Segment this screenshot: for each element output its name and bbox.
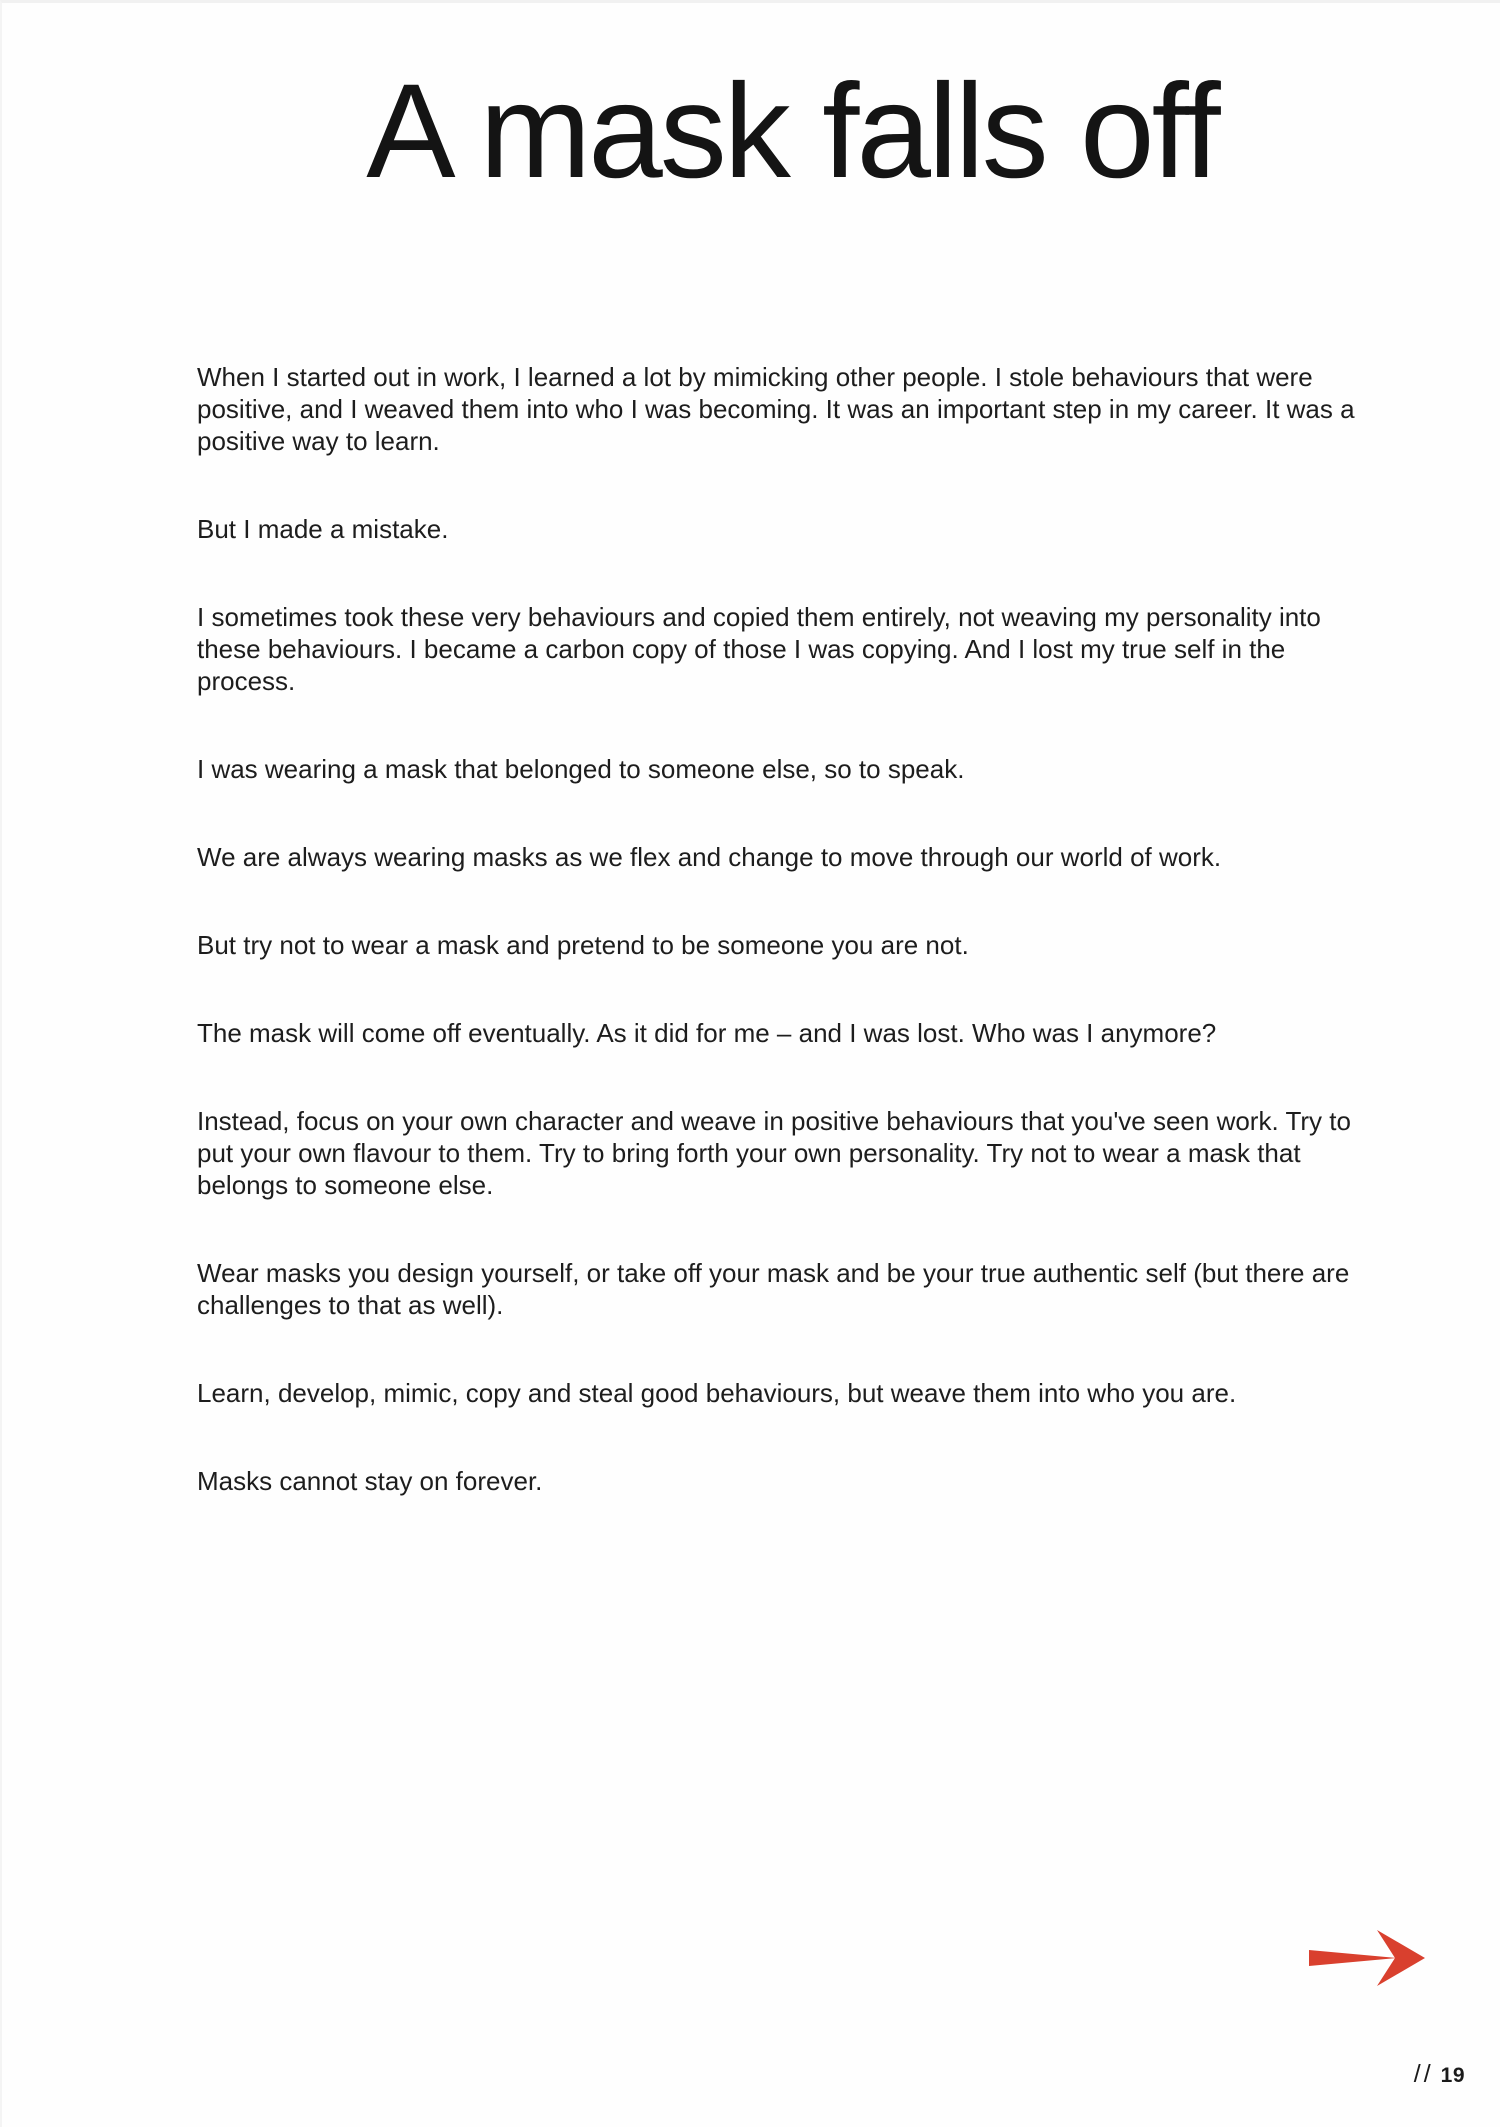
page-number-value: 19 [1440, 2064, 1465, 2087]
body-paragraph: Learn, develop, mimic, copy and steal good behaviours, but weave them into who you are. [197, 1378, 1237, 1409]
body-paragraph: The mask will come off eventually. As it did for me – and I was lost. Who was I anymore? [197, 1018, 1217, 1049]
body-paragraph: I sometimes took these very behaviours and copied them entirely, not weaving my personality into these behaviours. I became a carbon copy of those I was copying. And I lost my true self in the process. [197, 602, 1321, 697]
body-paragraph: Masks cannot stay on forever. [197, 1466, 543, 1497]
page-number-slashes: // [1413, 2060, 1434, 2088]
page-number [1414, 2061, 1465, 2089]
body-paragraph: But I made a mistake. [197, 514, 449, 545]
page-title: A mask falls off [366, 57, 1218, 206]
body-paragraph: But try not to wear a mask and pretend to be someone you are not. [197, 930, 969, 961]
body-paragraph: I was wearing a mask that belonged to someone else, so to speak. [197, 754, 965, 785]
next-page-arrow-icon [1309, 1930, 1425, 1986]
body-paragraph: We are always wearing masks as we flex and change to move through our world of work. [197, 842, 1222, 873]
body-paragraph: Instead, focus on your own character and weave in positive behaviours that you've seen work. Try to put your own flavour to them. Try to bring forth your own personality. Try not to wear a mask that belongs to someone else. [197, 1106, 1351, 1201]
body-text [197, 361, 1387, 1497]
body-paragraph: Wear masks you design yourself, or take off your mask and be your true authentic self (but there are challenges to that as well). [197, 1258, 1350, 1321]
arrow-shaft [1309, 1950, 1397, 1966]
body-paragraph: When I started out in work, I learned a lot by mimicking other people. I stole behaviours that were positive, and I weaved them into who I was becoming. It was an important step in my career. It was a positive way to learn. [197, 362, 1355, 457]
